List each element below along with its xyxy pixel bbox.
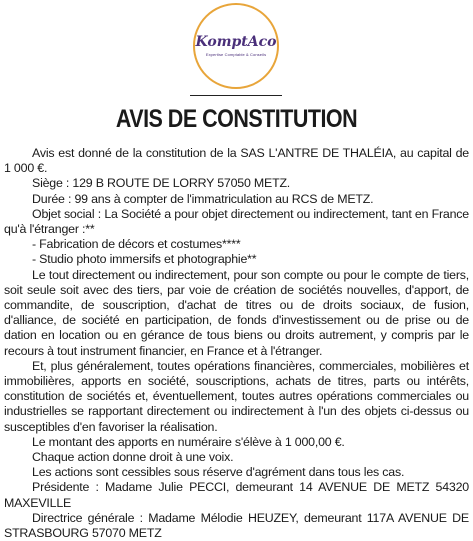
notice-body [4,146,469,541]
title-divider [190,95,282,96]
paragraph-operations: Et, plus généralement, toutes opérations financières, commerciales, mobilières et immobilières, apports en société, souscriptions, achats de titres, parts ou intérêts, constitution de sociétés et, éventuellement, toutes autres opérations commerciales ou industrielles se rapportant directement ou indirectement à l'un des objets ci-dessus ou susceptibles d'en favoriser la réalisation. [4,358,469,434]
paragraph-voix: Chaque action donne droit à une voix. [32,450,234,465]
paragraph-objet-social: Objet social : La Société a pour objet directement ou indirectement, tant en France qu'à l'étranger :** [4,206,469,237]
logo-content [193,3,279,89]
paragraph-directrice: Directrice générale : Madame Mélodie HEUZEY, demeurant 117A AVENUE DE STRASBOURG 57070 METZ [4,510,469,541]
paragraph-activity-2: - Studio photo immersifs et photographie** [32,252,257,267]
logo-tagline: Expertise Comptable & Conseils [205,52,267,57]
page-title: AVIS DE CONSTITUTION [115,105,358,133]
paragraph-presidente: Présidente : Madame Julie PECCI, demeurant 14 AVENUE DE METZ 54320 MAXEVILLE [4,480,469,510]
company-logo [193,3,279,89]
paragraph-activity-1: - Fabrication de décors et costumes**** [32,237,241,252]
paragraph-duree: Durée : 99 ans à compter de l'immatriculation au RCS de METZ. [32,191,374,206]
paragraph-apports: Le montant des apports en numéraire s'élève à 1 000,00 €. [32,434,345,449]
paragraph-intro: Avis est donné de la constitution de la SAS L'ANTRE DE THALÉIA, au capital de 1 000 €. [4,146,469,176]
paragraph-modalites: Le tout directement ou indirectement, pour son compte ou pour le compte de tiers, soit seule soit avec des tiers, par voie de création de sociétés nouvelles, d'apport, de commandite, de souscription, d'achat de titres ou de droits sociaux, de fusion, d'alliance, de société en participation, de fonds d'investissement ou de prise ou de dation en location ou en gérance de tous biens ou droits autrement, y compris par le recours à tout instrument financier, en France et à l'étranger. [4,267,469,358]
paragraph-cession: Les actions sont cessibles sous réserve d'agrément dans tous les cas. [32,465,405,480]
logo-name: KomptAco [195,34,277,50]
paragraph-siege: Siège : 129 B ROUTE DE LORRY 57050 METZ. [32,176,291,191]
